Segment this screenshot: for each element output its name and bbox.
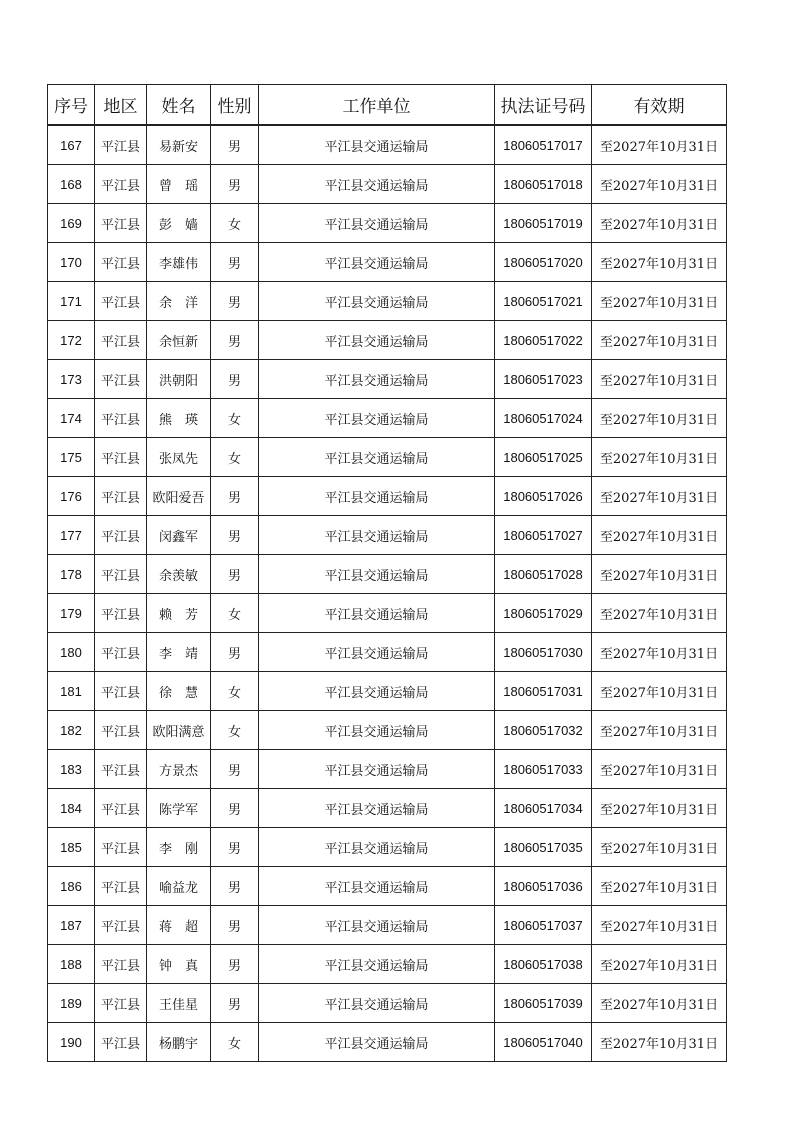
cell-gender: 男 [211,789,259,828]
header-region: 地区 [95,85,147,126]
table-row [48,945,727,984]
cell-employer: 平江县交通运输局 [259,750,495,789]
cell-region: 平江县 [95,360,147,399]
cell-region: 平江县 [95,867,147,906]
cell-gender: 男 [211,360,259,399]
cell-cert-number: 18060517032 [495,711,592,750]
cell-serial: 179 [48,594,95,633]
cell-cert-number: 18060517037 [495,906,592,945]
cell-validity: 至2027年10月31日 [592,984,727,1023]
cell-region: 平江县 [95,594,147,633]
cell-gender: 男 [211,243,259,282]
cell-serial: 172 [48,321,95,360]
cell-serial: 186 [48,867,95,906]
cell-gender: 女 [211,204,259,243]
cell-validity: 至2027年10月31日 [592,321,727,360]
cell-serial: 176 [48,477,95,516]
header-name: 姓名 [147,85,211,126]
table-row [48,672,727,711]
cell-cert-number: 18060517021 [495,282,592,321]
cell-serial: 178 [48,555,95,594]
cell-validity: 至2027年10月31日 [592,906,727,945]
table-row [48,321,727,360]
cell-region: 平江县 [95,204,147,243]
cell-employer: 平江县交通运输局 [259,1023,495,1062]
cell-validity: 至2027年10月31日 [592,555,727,594]
cell-serial: 187 [48,906,95,945]
cell-name: 欧阳爱吾 [147,477,211,516]
cell-serial: 185 [48,828,95,867]
cell-name: 洪朝阳 [147,360,211,399]
cell-region: 平江县 [95,672,147,711]
cell-gender: 男 [211,945,259,984]
cell-employer: 平江县交通运输局 [259,672,495,711]
table-row [48,125,727,165]
cell-name: 钟 真 [147,945,211,984]
table-row [48,477,727,516]
cell-name: 喻益龙 [147,867,211,906]
cell-serial: 175 [48,438,95,477]
cell-validity: 至2027年10月31日 [592,945,727,984]
cell-cert-number: 18060517029 [495,594,592,633]
cell-serial: 168 [48,165,95,204]
cell-gender: 男 [211,750,259,789]
cell-name: 徐 慧 [147,672,211,711]
table-body [48,125,727,1062]
cell-validity: 至2027年10月31日 [592,125,727,165]
cell-validity: 至2027年10月31日 [592,750,727,789]
table-header [48,85,727,126]
cell-serial: 189 [48,984,95,1023]
cell-employer: 平江县交通运输局 [259,204,495,243]
cell-employer: 平江县交通运输局 [259,906,495,945]
cell-validity: 至2027年10月31日 [592,360,727,399]
table-row [48,399,727,438]
cell-region: 平江县 [95,477,147,516]
cell-employer: 平江县交通运输局 [259,555,495,594]
cell-cert-number: 18060517040 [495,1023,592,1062]
cell-region: 平江县 [95,711,147,750]
cell-gender: 男 [211,282,259,321]
table-row [48,282,727,321]
cell-employer: 平江县交通运输局 [259,711,495,750]
cell-name: 熊 瑛 [147,399,211,438]
table-row [48,555,727,594]
cell-serial: 181 [48,672,95,711]
cell-cert-number: 18060517036 [495,867,592,906]
cell-gender: 女 [211,438,259,477]
cell-region: 平江县 [95,906,147,945]
cell-region: 平江县 [95,399,147,438]
cell-gender: 男 [211,633,259,672]
cell-gender: 女 [211,399,259,438]
cell-cert-number: 18060517019 [495,204,592,243]
cell-gender: 女 [211,594,259,633]
header-gender: 性别 [211,85,259,126]
cell-name: 欧阳满意 [147,711,211,750]
cell-cert-number: 18060517034 [495,789,592,828]
cell-serial: 174 [48,399,95,438]
cell-cert-number: 18060517038 [495,945,592,984]
cell-employer: 平江县交通运输局 [259,477,495,516]
cell-employer: 平江县交通运输局 [259,594,495,633]
cell-name: 易新安 [147,125,211,165]
cell-validity: 至2027年10月31日 [592,594,727,633]
cell-cert-number: 18060517026 [495,477,592,516]
cell-name: 方景杰 [147,750,211,789]
header-validity: 有效期 [592,85,727,126]
cell-serial: 188 [48,945,95,984]
cell-region: 平江县 [95,125,147,165]
header-row [48,85,727,126]
cell-region: 平江县 [95,633,147,672]
cell-gender: 男 [211,516,259,555]
cell-validity: 至2027年10月31日 [592,243,727,282]
cell-region: 平江县 [95,1023,147,1062]
cell-cert-number: 18060517030 [495,633,592,672]
cell-validity: 至2027年10月31日 [592,633,727,672]
cell-validity: 至2027年10月31日 [592,438,727,477]
cell-name: 李 刚 [147,828,211,867]
cell-name: 余羡敏 [147,555,211,594]
cell-employer: 平江县交通运输局 [259,867,495,906]
cell-serial: 170 [48,243,95,282]
cell-name: 曾 瑶 [147,165,211,204]
cell-employer: 平江县交通运输局 [259,438,495,477]
cell-validity: 至2027年10月31日 [592,1023,727,1062]
table-row [48,243,727,282]
cell-name: 陈学军 [147,789,211,828]
cell-name: 余 洋 [147,282,211,321]
cell-validity: 至2027年10月31日 [592,282,727,321]
table-row [48,750,727,789]
cell-validity: 至2027年10月31日 [592,828,727,867]
cell-gender: 男 [211,555,259,594]
cell-cert-number: 18060517020 [495,243,592,282]
cell-validity: 至2027年10月31日 [592,672,727,711]
cell-name: 赖 芳 [147,594,211,633]
cell-validity: 至2027年10月31日 [592,204,727,243]
cell-region: 平江县 [95,750,147,789]
cell-employer: 平江县交通运输局 [259,125,495,165]
cell-cert-number: 18060517018 [495,165,592,204]
cell-cert-number: 18060517022 [495,321,592,360]
cell-region: 平江县 [95,165,147,204]
table-row [48,828,727,867]
cell-cert-number: 18060517035 [495,828,592,867]
table-row [48,867,727,906]
cell-validity: 至2027年10月31日 [592,789,727,828]
cell-gender: 男 [211,828,259,867]
cell-name: 余恒新 [147,321,211,360]
cell-region: 平江县 [95,555,147,594]
cell-name: 闵鑫军 [147,516,211,555]
table-row [48,1023,727,1062]
cell-employer: 平江县交通运输局 [259,321,495,360]
cell-gender: 女 [211,711,259,750]
cell-cert-number: 18060517024 [495,399,592,438]
table-row [48,906,727,945]
cell-serial: 182 [48,711,95,750]
cell-serial: 173 [48,360,95,399]
cell-validity: 至2027年10月31日 [592,165,727,204]
cell-region: 平江县 [95,789,147,828]
cell-cert-number: 18060517025 [495,438,592,477]
cell-employer: 平江县交通运输局 [259,360,495,399]
cell-serial: 184 [48,789,95,828]
cell-employer: 平江县交通运输局 [259,789,495,828]
table-row [48,360,727,399]
cell-region: 平江县 [95,438,147,477]
cell-name: 张凤先 [147,438,211,477]
cell-employer: 平江县交通运输局 [259,399,495,438]
cell-serial: 169 [48,204,95,243]
cell-gender: 女 [211,672,259,711]
table-row [48,165,727,204]
cell-gender: 女 [211,1023,259,1062]
cell-validity: 至2027年10月31日 [592,516,727,555]
cell-region: 平江县 [95,516,147,555]
header-cert-number: 执法证号码 [495,85,592,126]
cell-gender: 男 [211,125,259,165]
cell-cert-number: 18060517027 [495,516,592,555]
cell-cert-number: 18060517039 [495,984,592,1023]
table-row [48,633,727,672]
table-row [48,594,727,633]
header-serial: 序号 [48,85,95,126]
cell-gender: 男 [211,906,259,945]
cell-region: 平江县 [95,984,147,1023]
cell-employer: 平江县交通运输局 [259,633,495,672]
cell-employer: 平江县交通运输局 [259,984,495,1023]
cell-cert-number: 18060517031 [495,672,592,711]
cell-cert-number: 18060517017 [495,125,592,165]
cell-employer: 平江县交通运输局 [259,516,495,555]
cell-serial: 167 [48,125,95,165]
cell-validity: 至2027年10月31日 [592,867,727,906]
cell-name: 杨鹏宇 [147,1023,211,1062]
cell-region: 平江县 [95,828,147,867]
cell-employer: 平江县交通运输局 [259,945,495,984]
cell-gender: 男 [211,321,259,360]
cell-employer: 平江县交通运输局 [259,828,495,867]
cell-validity: 至2027年10月31日 [592,477,727,516]
enforcement-roster-table [47,84,727,1062]
cell-validity: 至2027年10月31日 [592,711,727,750]
table-row [48,984,727,1023]
cell-serial: 183 [48,750,95,789]
cell-name: 王佳星 [147,984,211,1023]
cell-serial: 190 [48,1023,95,1062]
cell-region: 平江县 [95,321,147,360]
cell-serial: 177 [48,516,95,555]
cell-validity: 至2027年10月31日 [592,399,727,438]
table-row [48,711,727,750]
table-row [48,204,727,243]
cell-cert-number: 18060517028 [495,555,592,594]
header-employer: 工作单位 [259,85,495,126]
cell-employer: 平江县交通运输局 [259,282,495,321]
table-row [48,516,727,555]
table-row [48,438,727,477]
cell-name: 李 靖 [147,633,211,672]
cell-gender: 男 [211,477,259,516]
cell-cert-number: 18060517023 [495,360,592,399]
cell-employer: 平江县交通运输局 [259,243,495,282]
cell-gender: 男 [211,867,259,906]
cell-region: 平江县 [95,945,147,984]
cell-employer: 平江县交通运输局 [259,165,495,204]
cell-serial: 171 [48,282,95,321]
cell-region: 平江县 [95,243,147,282]
cell-name: 李雄伟 [147,243,211,282]
cell-serial: 180 [48,633,95,672]
cell-name: 彭 嫱 [147,204,211,243]
cell-name: 蒋 超 [147,906,211,945]
cell-gender: 男 [211,165,259,204]
cell-region: 平江县 [95,282,147,321]
cell-gender: 男 [211,984,259,1023]
cell-cert-number: 18060517033 [495,750,592,789]
table-row [48,789,727,828]
